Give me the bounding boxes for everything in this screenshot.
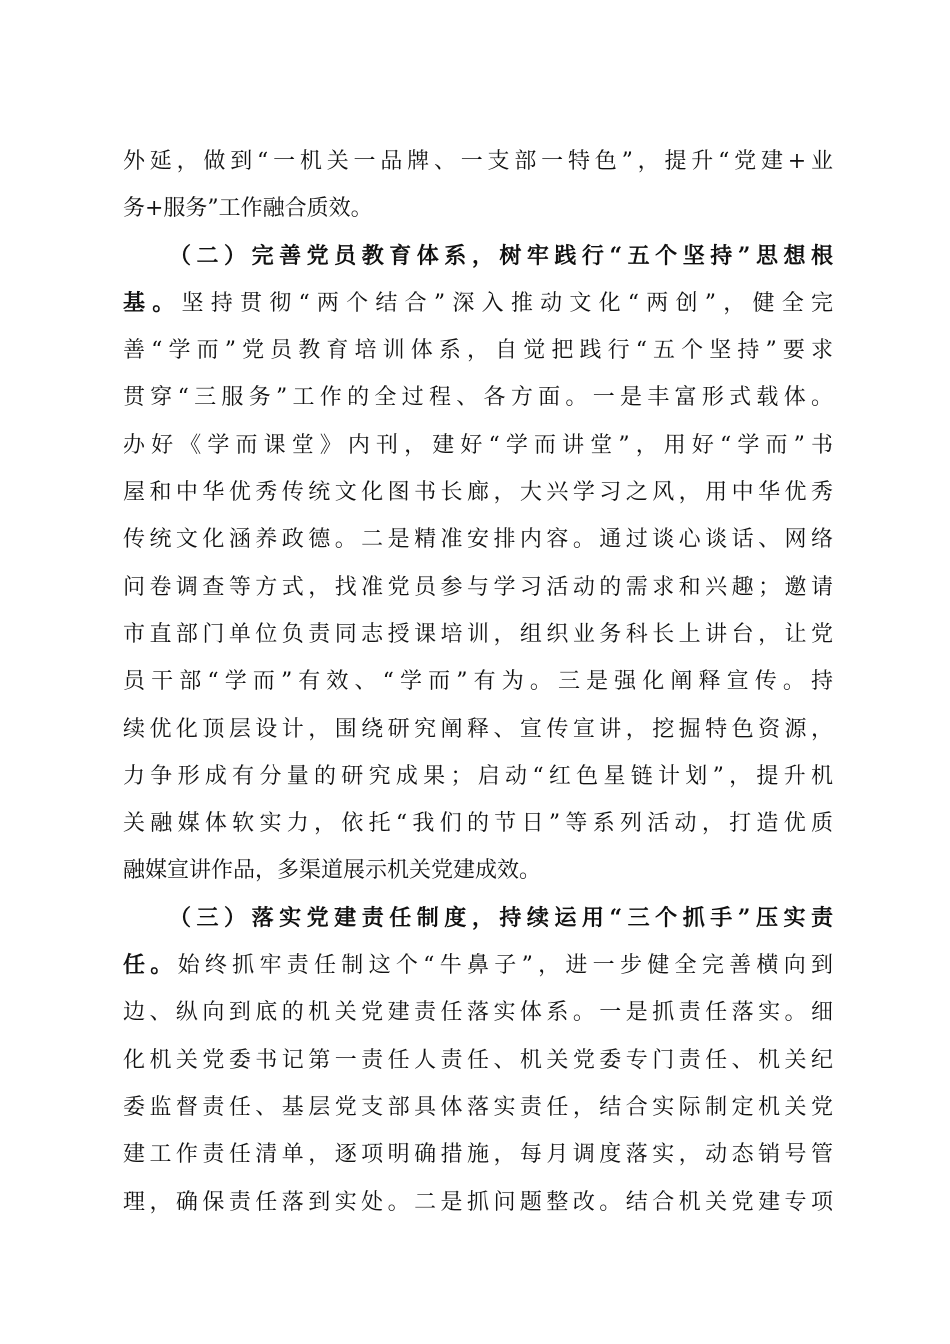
text-line: 边、纵向到底的机关党建责任落实体系。一是抓责任落实。细 bbox=[123, 1000, 833, 1026]
text-line: 务+服务”工作融合质效。 bbox=[123, 196, 373, 222]
section-heading-2-end: 基。 bbox=[123, 289, 182, 316]
text-line: 融媒宣讲作品，多渠道展示机关党建成效。 bbox=[123, 858, 542, 884]
text-line: 贯穿“三服务”工作的全过程、各方面。一是丰富形式载体。 bbox=[123, 385, 833, 411]
text-line: 建工作责任清单，逐项明确措施，每月调度落实，动态销号管 bbox=[123, 1142, 833, 1168]
text-line: 力争形成有分量的研究成果；启动“红色星链计划”，提升机 bbox=[123, 763, 833, 789]
text-line: 关融媒体软实力，依托“我们的节日”等系列活动，打造优质 bbox=[123, 811, 833, 837]
text-line: 问卷调查等方式，找准党员参与学习活动的需求和兴趣；邀请 bbox=[123, 574, 833, 600]
text-line: 市直部门单位负责同志授课培训，组织业务科长上讲台，让党 bbox=[123, 621, 833, 647]
text-line: 善“学而”党员教育培训体系，自觉把践行“五个坚持”要求 bbox=[123, 338, 833, 364]
text-fragment: 始终抓牢责任制这个“牛鼻子”，进一步健全完善横向到 bbox=[177, 953, 833, 979]
text-line: 理，确保责任落到实处。二是抓问题整改。结合机关党建专项 bbox=[123, 1189, 833, 1215]
text-fragment: 坚持贯彻“两个结合”深入推动文化“两创”，健全完 bbox=[181, 290, 833, 316]
section-heading-3: （三）落实党建责任制度，持续运用“三个抓手”压实责 bbox=[169, 904, 833, 931]
document-body bbox=[123, 138, 833, 1226]
text-line: 传统文化涵养政德。二是精准安排内容。通过谈心谈话、网络 bbox=[123, 527, 833, 553]
section-heading-3-end: 任。 bbox=[123, 952, 178, 979]
text-line: 化机关党委书记第一责任人责任、机关党委专门责任、机关纪 bbox=[123, 1047, 833, 1073]
section-heading-2: （二）完善党员教育体系，树牢践行“五个坚持”思想根 bbox=[169, 242, 833, 269]
text-line: 续优化顶层设计，围绕研究阐释、宣传宣讲，挖掘特色资源， bbox=[123, 716, 833, 742]
text-line: 屋和中华优秀传统文化图书长廊，大兴学习之风，用中华优秀 bbox=[123, 480, 833, 506]
text-line: 办好《学而课堂》内刊，建好“学而讲堂”，用好“学而”书 bbox=[123, 432, 833, 458]
text-line bbox=[123, 280, 833, 327]
text-line bbox=[123, 942, 833, 989]
text-line: 员干部“学而”有效、“学而”有为。三是强化阐释宣传。持 bbox=[123, 669, 833, 695]
text-line: 外延，做到“一机关一品牌、一支部一特色”，提升“党建+业 bbox=[123, 149, 833, 174]
text-line: 委监督责任、基层党支部具体落实责任，结合实际制定机关党 bbox=[123, 1094, 833, 1120]
